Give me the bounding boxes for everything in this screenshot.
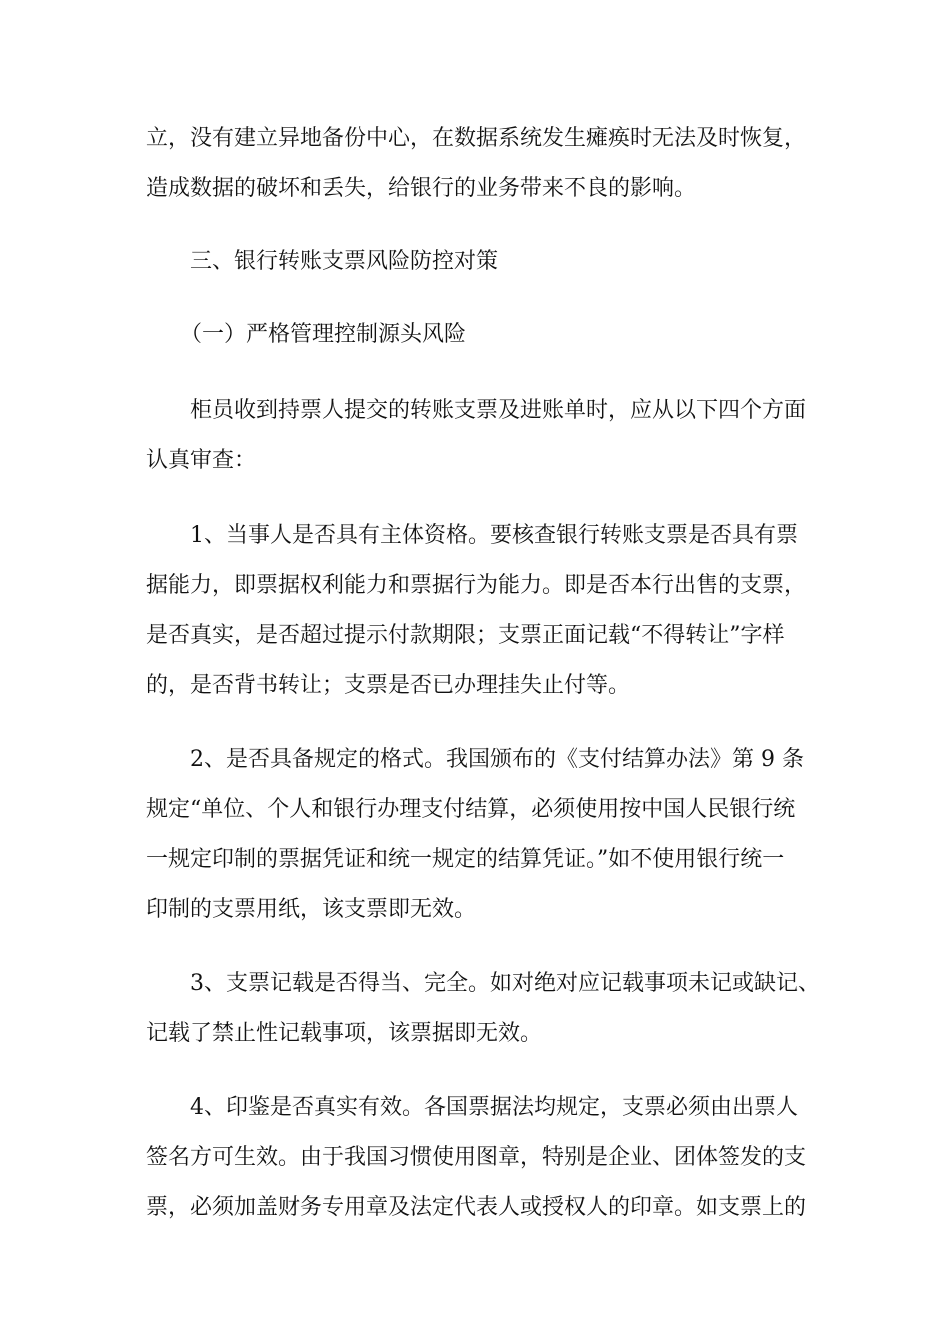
text-line: 票，必须加盖财务专用章及法定代表人或授权人的印章。如支票上的	[146, 1195, 807, 1220]
text-line: 1、当事人是否具有主体资格。要核查银行转账支票是否具有票	[190, 523, 798, 548]
text-line: 柜员收到持票人提交的转账支票及进账单时，应从以下四个方面	[190, 398, 807, 423]
section-heading: 三、银行转账支票风险防控对策	[190, 249, 499, 274]
text-line: 3、支票记载是否得当、完全。如对绝对应记载事项未记或缺记、	[190, 971, 820, 996]
text-line: 签名方可生效。由于我国习惯使用图章，特别是企业、团体签发的支	[146, 1145, 807, 1170]
text-line: 认真审查：	[146, 448, 257, 473]
text-line: 造成数据的破坏和丢失，给银行的业务带来不良的影响。	[146, 176, 697, 201]
subsection-heading: （一）严格管理控制源头风险	[180, 322, 467, 347]
text-line: 4、印鉴是否真实有效。各国票据法均规定，支票必须由出票人	[190, 1095, 798, 1120]
text-line: 是否真实，是否超过提示付款期限；支票正面记载“不得转让”字样	[146, 623, 785, 648]
text-line: 立，没有建立异地备份中心，在数据系统发生瘫痪时无法及时恢复，	[146, 126, 807, 151]
text-line: 记载了禁止性记载事项，该票据即无效。	[146, 1021, 543, 1046]
text-line: 印制的支票用纸，该支票即无效。	[146, 897, 477, 922]
text-line: 的，是否背书转让；支票是否已办理挂失止付等。	[146, 673, 631, 698]
text-line: 一规定印制的票据凭证和统一规定的结算凭证。”如不使用银行统一	[146, 847, 785, 872]
text-line: 据能力，即票据权利能力和票据行为能力。即是否本行出售的支票，	[146, 573, 807, 598]
text-line: 规定“单位、个人和银行办理支付结算，必须使用按中国人民银行统	[146, 797, 796, 822]
text-line: 2、是否具备规定的格式。我国颁布的《支付结算办法》第 9 条	[190, 747, 804, 772]
